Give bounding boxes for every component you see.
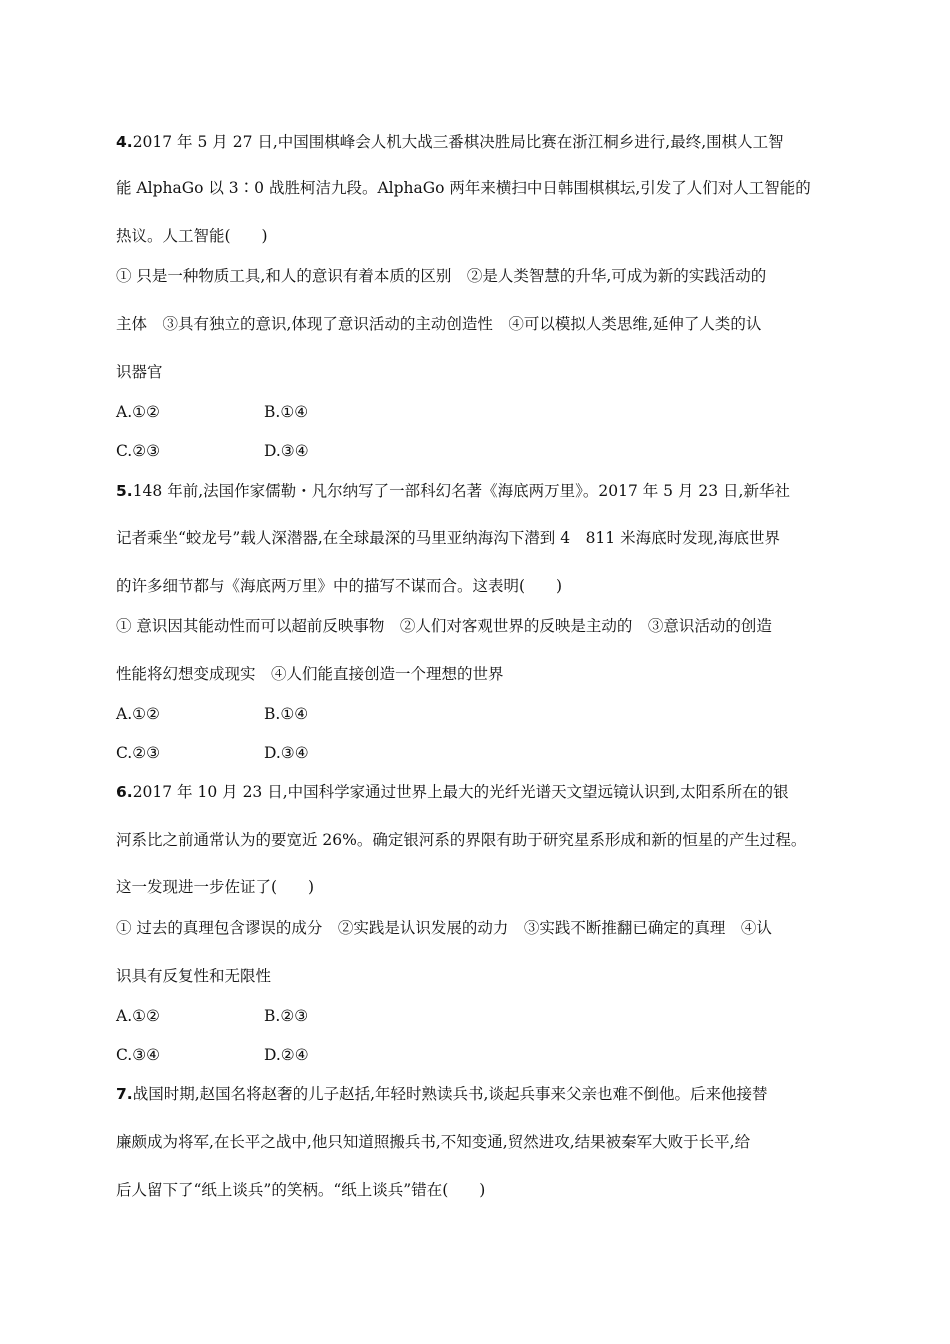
question-number: 6. [116,783,133,801]
question-number: 4. [116,133,133,151]
question-stem-line: 后人留下了“纸上谈兵”的笑柄。“纸上谈兵”错在( ) [116,1181,486,1199]
question-stem-line: 河系比之前通常认为的要宽近 26%。确定银河系的界限有助于研究星系形成和新的恒星的产生过程。 [116,831,807,849]
question-stem-line: 能 AlphaGo 以 3∶0 战胜柯洁九段。AlphaGo 两年来横扫中日韩围棋棋坛,引发了人们对人工智能的 [116,179,811,197]
option-d[interactable]: D.③④ [264,442,309,460]
option-d[interactable]: D.③④ [264,744,309,762]
question-stem-line: 4.2017 年 5 月 27 日,中国围棋峰会人机大战三番棋决胜局比赛在浙江桐乡进行,最终,围棋人工智 [116,133,784,151]
question-stem-line: 廉颇成为将军,在长平之战中,他只知道照搬兵书,不知变通,贸然进攻,结果被秦军大败于长平,给 [116,1133,751,1151]
statement-line: 识器官 [116,363,163,381]
option-a[interactable]: A.①② [116,705,160,723]
option-b[interactable]: B.①④ [264,403,309,421]
option-b[interactable]: B.①④ [264,705,309,723]
question-stem-line: 热议。人工智能( ) [116,227,268,245]
statement-line: 识具有反复性和无限性 [116,967,272,985]
option-a[interactable]: A.①② [116,403,160,421]
question-stem-line: 记者乘坐“蛟龙号”载人深潜器,在全球最深的马里亚纳海沟下潜到 4 811 米海底时发现,海底世界 [116,529,781,547]
statement-line: 性能将幻想变成现实 ④人们能直接创造一个理想的世界 [116,665,504,683]
statement-line: ① 只是一种物质工具,和人的意识有着本质的区别 ②是人类智慧的升华,可成为新的实践活动的 [116,267,767,285]
option-c[interactable]: C.③④ [116,1046,161,1064]
option-d[interactable]: D.②④ [264,1046,309,1064]
option-a[interactable]: A.①② [116,1007,160,1025]
question-stem-line: 5.148 年前,法国作家儒勒・凡尔纳写了一部科幻名著《海底两万里》。2017 年 5 月 23 日,新华社 [116,482,790,500]
option-b[interactable]: B.②③ [264,1007,309,1025]
option-c[interactable]: C.②③ [116,442,161,460]
statement-line: ① 过去的真理包含谬误的成分 ②实践是认识发展的动力 ③实践不断推翻已确定的真理 ④认 [116,919,772,937]
question-number: 5. [116,482,133,500]
question-number: 7. [116,1085,133,1103]
question-stem-line: 6.2017 年 10 月 23 日,中国科学家通过世界上最大的光纤光谱天文望远镜认识到,太阳系所在的银 [116,783,789,801]
statement-line: 主体 ③具有独立的意识,体现了意识活动的主动创造性 ④可以模拟人类思维,延伸了人类的认 [116,315,762,333]
statement-line: ① 意识因其能动性而可以超前反映事物 ②人们对客观世界的反映是主动的 ③意识活动的创造 [116,617,772,635]
option-c[interactable]: C.②③ [116,744,161,762]
question-stem-line: 的许多细节都与《海底两万里》中的描写不谋而合。这表明( ) [116,577,563,595]
question-stem-line: 7.战国时期,赵国名将赵奢的儿子赵括,年轻时熟读兵书,谈起兵事来父亲也难不倒他。后来他接替 [116,1085,768,1103]
question-stem-line: 这一发现进一步佐证了( ) [116,878,315,896]
